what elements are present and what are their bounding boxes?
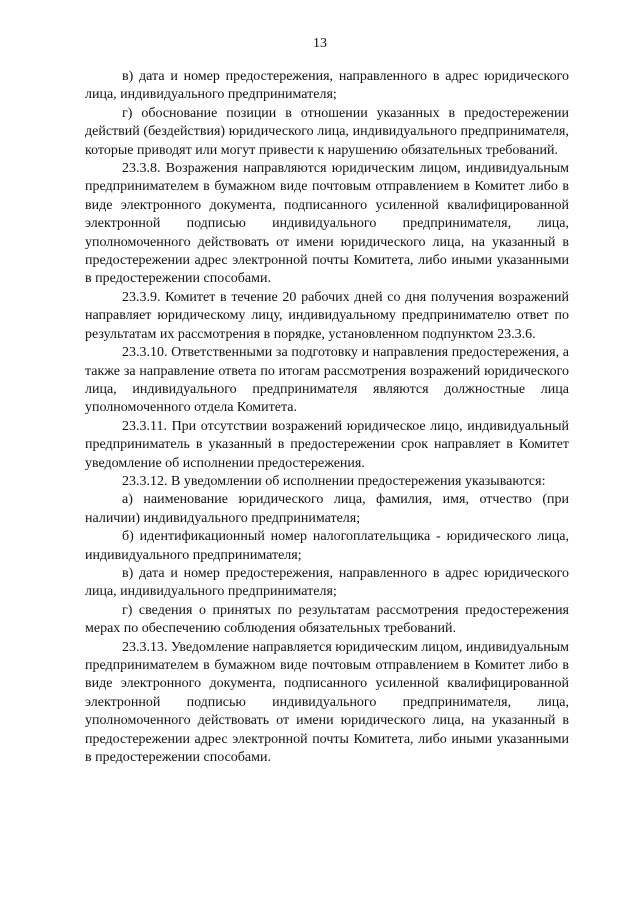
paragraph-a-name: а) наименование юридического лица, фамилия, имя, отчество (при наличии) индивидуального предпринимателя; (85, 492, 569, 526)
paragraph-v-date-number: в) дата и номер предостережения, направленного в адрес юридического лица, индивидуального предпринимателя; (85, 69, 569, 103)
paragraph-g-measures: г) сведения о принятых по результатам рассмотрения предостережения мерах по обеспечению соблюдения обязательных требований. (85, 602, 569, 637)
paragraph-23-3-8: 23.3.8. Возражения направляются юридическим лицом, индивидуальным предпринимателем в бумажном виде почтовым отправлением в Комитет либо в виде электронного документа, подписанного усиленной квалифицированной электронной подписью индивидуального предпринимателя, лица, уполномоченного действовать от имени юридического лица, на указанный в предостережении адрес электронной почты Комитета, либо иными указанными в предостережении способами. (85, 161, 569, 287)
paragraph-23-3-9: 23.3.9. Комитет в течение 20 рабочих дней со дня получения возражений направляет юридическому лицу, индивидуальному предпринимателю ответ по результатам их рассмотрения в порядке, установленном подпунктом 23.3.6. (85, 289, 569, 342)
document-body (85, 68, 569, 767)
paragraph-23-3-10: 23.3.10. Ответственными за подготовку и направления предостережения, а также за направление ответа по итогам рассмотрения возражений юридического лица, индивидуального предпринимателя являются должностные лица уполномоченного отдела Комитета. (85, 345, 569, 416)
paragraph-23-3-12: 23.3.12. В уведомлении об исполнении предостережения указываются: (122, 473, 546, 489)
paragraph-g-justification: г) обоснование позиции в отношении указанных в предостережении действий (бездействия) юридического лица, индивидуального предпринимателя, которые приводят или могут привести к нарушению обязательных требований. (85, 105, 569, 158)
paragraph-23-3-13: 23.3.13. Уведомление направляется юридическим лицом, индивидуальным предпринимателем в бумажном виде почтовым отправлением в Комитет либо в виде электронного документа, подписанного усиленной квалифицированной электронной подписью индивидуального предпринимателя, лица, уполномоченного действовать от имени юридического лица, на указанный в предостережении адрес электронной почты Комитета, либо иными указанными в предостережении способами. (85, 639, 569, 766)
paragraph-b-inn: б) идентификационный номер налогоплательщика - юридического лица, индивидуального предпринимателя; (85, 529, 569, 563)
paragraph-v-date-number-2: в) дата и номер предостережения, направленного в адрес юридического лица, индивидуального предпринимателя; (85, 565, 569, 600)
page-number: 13 (313, 36, 327, 51)
paragraph-23-3-11: 23.3.11. При отсутствии возражений юридическое лицо, индивидуальный предприниматель в указанный в предостережении срок направляет в Комитет уведомление об исполнении предостережения. (85, 418, 569, 471)
